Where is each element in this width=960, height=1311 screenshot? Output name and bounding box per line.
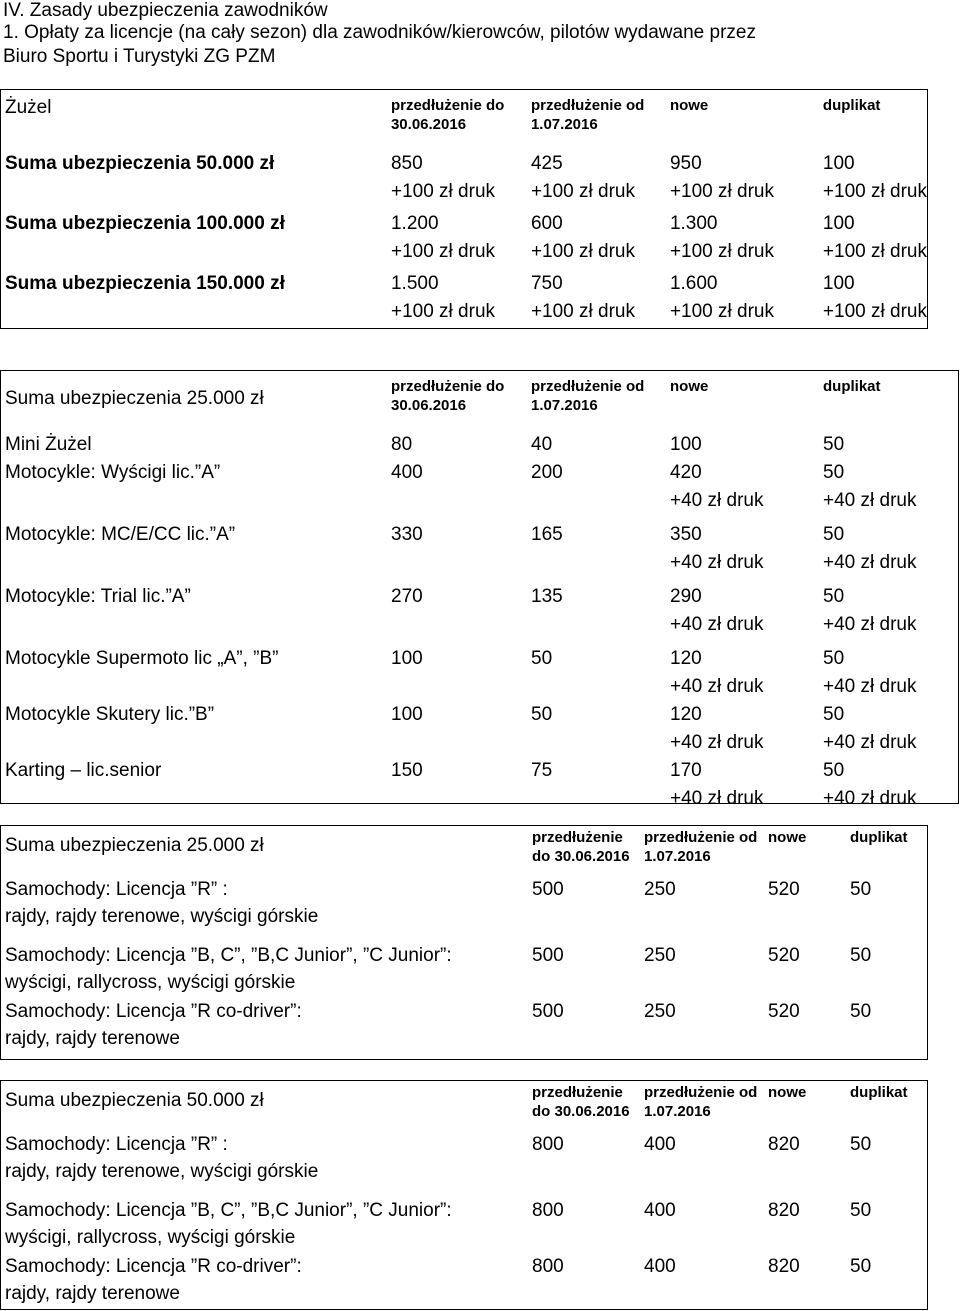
cell-duplicate-extra: +40 zł druk bbox=[823, 614, 917, 635]
cell-duplicate bbox=[819, 270, 927, 328]
cell-renewal-after-value: 165 bbox=[531, 524, 563, 545]
subtitle-line-1: 1. Opłaty za licencje (na cały sezon) dla zawodników/kierowców, pilotów wydawane przez bbox=[3, 22, 756, 43]
header-col-renewal-before: przedłużenie do 30.06.2016 bbox=[532, 1084, 630, 1120]
cell-renewal-after-value: 250 bbox=[644, 879, 676, 900]
cell-new-value: 120 bbox=[670, 648, 702, 669]
cell-new-value: 350 bbox=[670, 524, 702, 545]
cell-renewal-before-value: 800 bbox=[532, 1134, 564, 1155]
header-col-renewal-after: przedłużenie od 1.07.2016 bbox=[531, 378, 645, 414]
row-label-value: Motocykle Supermoto lic „A”, ”B” bbox=[5, 648, 279, 669]
cell-new bbox=[666, 270, 819, 328]
subtitle-line-2: Biuro Sportu i Turystyki ZG PZM bbox=[3, 46, 276, 67]
cell-renewal-before-value: 100 bbox=[391, 704, 423, 725]
cell-renewal-before-value: 500 bbox=[532, 879, 564, 900]
header-col-new: nowe bbox=[768, 1084, 807, 1101]
cell-renewal-after-value: 600 bbox=[530, 213, 563, 234]
cell-new-extra: +40 zł druk bbox=[670, 490, 764, 511]
row-label-extra: rajdy, rajdy terenowe bbox=[5, 1283, 180, 1304]
cell-new bbox=[666, 150, 819, 210]
cell-renewal-before-value: 500 bbox=[532, 1001, 564, 1022]
cell-renewal-after-value: 135 bbox=[531, 586, 563, 607]
cell-duplicate bbox=[819, 150, 927, 210]
table-header bbox=[1, 371, 958, 431]
table-row bbox=[1, 1131, 927, 1197]
cell-duplicate-extra: +40 zł druk bbox=[823, 732, 917, 753]
table-row bbox=[1, 150, 927, 210]
cell-renewal-after-value: 750 bbox=[530, 273, 563, 294]
row-label bbox=[1, 210, 387, 270]
cell-renewal-after-value: 40 bbox=[531, 434, 553, 455]
cell-new-extra: +100 zł druk bbox=[669, 301, 774, 322]
cell-renewal-before-value: 800 bbox=[532, 1256, 564, 1277]
cell-renewal-after bbox=[640, 998, 764, 1056]
table-motocykle bbox=[0, 370, 959, 809]
cell-duplicate-value: 50 bbox=[850, 1200, 872, 1221]
table-row bbox=[1, 942, 927, 998]
cell-duplicate bbox=[846, 942, 927, 998]
cell-renewal-after-value: 425 bbox=[530, 153, 563, 174]
row-label bbox=[1, 701, 387, 757]
cell-duplicate-extra: +100 zł druk bbox=[822, 241, 927, 262]
header-col-new: nowe bbox=[670, 378, 709, 395]
cell-new-value: 420 bbox=[670, 462, 702, 483]
cell-duplicate bbox=[819, 521, 958, 583]
row-label-value: Motocykle: MC/E/CC lic.”A” bbox=[5, 524, 236, 545]
row-label-value: Samochody: Licencja ”B, C”, ”B,C Junior”, ”C Junior”: bbox=[5, 945, 452, 966]
cell-duplicate-value: 50 bbox=[850, 1256, 872, 1277]
cell-new-extra: +40 zł druk bbox=[670, 614, 764, 635]
cell-new bbox=[764, 1131, 846, 1197]
cell-duplicate-extra: +100 zł druk bbox=[822, 301, 927, 322]
cell-new-value: 1.600 bbox=[669, 273, 718, 294]
row-label bbox=[1, 1253, 528, 1311]
cell-new-value: 170 bbox=[670, 760, 702, 781]
cell-duplicate-extra: +40 zł druk bbox=[823, 676, 917, 697]
cell-duplicate bbox=[846, 998, 927, 1056]
row-label-extra: rajdy, rajdy terenowe, wyścigi górskie bbox=[5, 1161, 319, 1182]
cell-duplicate-value: 50 bbox=[823, 462, 845, 483]
cell-duplicate-value: 50 bbox=[850, 1001, 872, 1022]
cell-renewal-after bbox=[640, 876, 764, 942]
cell-new bbox=[764, 1253, 846, 1311]
cell-renewal-before bbox=[387, 583, 527, 645]
row-label-value: Motocykle: Wyścigi lic.”A” bbox=[5, 462, 221, 483]
cell-new-value: 820 bbox=[768, 1200, 800, 1221]
row-label-extra: wyścigi, rallycross, wyścigi górskie bbox=[5, 972, 296, 993]
cell-renewal-before bbox=[387, 521, 527, 583]
cell-new bbox=[666, 583, 819, 645]
cell-new bbox=[666, 645, 819, 701]
cell-renewal-before-value: 270 bbox=[391, 586, 423, 607]
cell-renewal-after bbox=[640, 1131, 764, 1197]
cell-renewal-before-value: 800 bbox=[532, 1200, 564, 1221]
cell-renewal-after bbox=[640, 942, 764, 998]
row-label-value: Motocykle Skutery lic.”B” bbox=[5, 704, 215, 725]
cell-duplicate-value: 50 bbox=[850, 945, 872, 966]
cell-new-extra: +100 zł druk bbox=[669, 241, 774, 262]
cell-new bbox=[666, 701, 819, 757]
cell-new-extra: +40 zł druk bbox=[670, 732, 764, 753]
cell-renewal-before bbox=[387, 270, 527, 328]
header-label: Suma ubezpieczenia 25.000 zł bbox=[5, 388, 264, 409]
cell-renewal-after bbox=[527, 210, 666, 270]
cell-new bbox=[666, 757, 819, 819]
table-row bbox=[1, 270, 927, 328]
header-col-renewal-before: przedłużenie do 30.06.2016 bbox=[532, 829, 630, 865]
table-row bbox=[1, 1253, 927, 1311]
row-label bbox=[1, 150, 387, 210]
cell-renewal-before bbox=[387, 210, 527, 270]
table-row bbox=[1, 701, 958, 757]
cell-new-extra: +100 zł druk bbox=[669, 181, 774, 202]
cell-renewal-after bbox=[640, 1253, 764, 1311]
cell-renewal-after-value: 75 bbox=[531, 760, 553, 781]
cell-new-value: 520 bbox=[768, 1001, 800, 1022]
cell-new bbox=[764, 1197, 846, 1253]
table-row bbox=[1, 210, 927, 270]
cell-duplicate-value: 50 bbox=[823, 586, 845, 607]
cell-duplicate-value: 50 bbox=[850, 879, 872, 900]
cell-duplicate-value: 50 bbox=[823, 434, 845, 455]
cell-renewal-before bbox=[387, 645, 527, 701]
header-col-renewal-before: przedłużenie do 30.06.2016 bbox=[391, 378, 505, 414]
header-col-renewal-before: przedłużenie do 30.06.2016 bbox=[390, 97, 505, 133]
header-label: Żużel bbox=[5, 97, 52, 118]
cell-renewal-after-extra: +100 zł druk bbox=[530, 301, 635, 322]
cell-duplicate bbox=[819, 757, 958, 819]
cell-duplicate-value: 100 bbox=[822, 213, 855, 234]
cell-new bbox=[764, 942, 846, 998]
row-label-value: Samochody: Licencja ”R co-driver”: bbox=[5, 1001, 302, 1022]
header-label: Suma ubezpieczenia 25.000 zł bbox=[5, 835, 264, 856]
cell-renewal-after-value: 50 bbox=[531, 648, 553, 669]
cell-renewal-after-value: 400 bbox=[644, 1256, 676, 1277]
cell-duplicate-extra: +100 zł druk bbox=[822, 181, 927, 202]
table-row bbox=[1, 645, 958, 701]
cell-new-extra: +40 zł druk bbox=[670, 552, 764, 573]
header-col-renewal-after: przedłużenie od 1.07.2016 bbox=[644, 1084, 758, 1120]
cell-duplicate bbox=[846, 1131, 927, 1197]
table-samochody-25000 bbox=[0, 825, 928, 1060]
cell-renewal-before bbox=[387, 150, 527, 210]
cell-renewal-before-extra: +100 zł druk bbox=[390, 241, 496, 262]
table-row bbox=[1, 521, 958, 583]
cell-renewal-after-value: 50 bbox=[531, 704, 553, 725]
section-title: IV. Zasady ubezpieczenia zawodników bbox=[3, 0, 328, 21]
cell-new-value: 100 bbox=[670, 434, 702, 455]
cell-duplicate-value: 100 bbox=[822, 153, 855, 174]
cell-renewal-after bbox=[527, 459, 666, 521]
cell-duplicate-value: 50 bbox=[823, 760, 845, 781]
cell-renewal-after bbox=[527, 583, 666, 645]
cell-renewal-before-value: 330 bbox=[391, 524, 423, 545]
table-header bbox=[1, 826, 927, 876]
cell-renewal-after-extra: +100 zł druk bbox=[530, 241, 635, 262]
row-label bbox=[1, 942, 528, 998]
cell-duplicate bbox=[846, 1197, 927, 1253]
row-label-value: Motocykle: Trial lic.”A” bbox=[5, 586, 191, 607]
cell-new bbox=[764, 998, 846, 1056]
cell-new-value: 1.300 bbox=[669, 213, 718, 234]
row-label-extra: rajdy, rajdy terenowe bbox=[5, 1028, 180, 1049]
cell-duplicate-extra: +40 zł druk bbox=[823, 490, 917, 511]
cell-renewal-before bbox=[387, 459, 527, 521]
cell-duplicate bbox=[819, 583, 958, 645]
cell-renewal-after bbox=[640, 1197, 764, 1253]
cell-renewal-before-value: 400 bbox=[391, 462, 423, 483]
row-label-value: Samochody: Licencja ”R co-driver”: bbox=[5, 1256, 302, 1277]
row-label-value: Suma ubezpieczenia 100.000 zł bbox=[5, 213, 285, 234]
row-label bbox=[1, 521, 387, 583]
row-label bbox=[1, 1197, 528, 1253]
table-header bbox=[1, 90, 927, 150]
cell-duplicate-value: 50 bbox=[823, 524, 845, 545]
row-label bbox=[1, 998, 528, 1056]
cell-renewal-before bbox=[528, 998, 640, 1056]
cell-duplicate bbox=[819, 645, 958, 701]
row-label bbox=[1, 583, 387, 645]
cell-renewal-before-value: 1.500 bbox=[390, 273, 439, 294]
cell-new bbox=[666, 521, 819, 583]
cell-renewal-after bbox=[527, 701, 666, 757]
cell-new bbox=[666, 431, 819, 459]
cell-new bbox=[764, 876, 846, 942]
row-label-value: Mini Żużel bbox=[5, 434, 92, 455]
cell-renewal-before bbox=[528, 1253, 640, 1311]
cell-new-value: 520 bbox=[768, 879, 800, 900]
cell-duplicate-extra: +40 zł druk bbox=[823, 552, 917, 573]
row-label-value: Samochody: Licencja ”R” : bbox=[5, 1134, 228, 1155]
row-label bbox=[1, 645, 387, 701]
table-row bbox=[1, 431, 958, 459]
header-col-duplicate: duplikat bbox=[823, 378, 881, 395]
cell-duplicate bbox=[846, 1253, 927, 1311]
cell-duplicate bbox=[819, 431, 958, 459]
cell-renewal-before bbox=[528, 942, 640, 998]
header-col-renewal-after: przedłużenie od 1.07.2016 bbox=[530, 97, 645, 133]
cell-duplicate bbox=[846, 876, 927, 942]
cell-renewal-before-value: 850 bbox=[390, 153, 423, 174]
row-label-value: Suma ubezpieczenia 150.000 zł bbox=[5, 273, 285, 294]
table-samochody-50000 bbox=[0, 1080, 928, 1310]
header-col-duplicate: duplikat bbox=[850, 1084, 908, 1101]
cell-renewal-after-value: 200 bbox=[531, 462, 563, 483]
header-col-new: nowe bbox=[669, 97, 709, 114]
cell-duplicate-value: 100 bbox=[822, 273, 855, 294]
cell-renewal-before bbox=[387, 431, 527, 459]
table-header bbox=[1, 1081, 927, 1131]
cell-new-value: 950 bbox=[669, 153, 702, 174]
cell-renewal-before bbox=[528, 1131, 640, 1197]
row-label-value: Samochody: Licencja ”B, C”, ”B,C Junior”, ”C Junior”: bbox=[5, 1200, 452, 1221]
row-label-value: Karting – lic.senior bbox=[5, 760, 162, 781]
table-row bbox=[1, 583, 958, 645]
row-label bbox=[1, 431, 387, 459]
cell-renewal-after-value: 250 bbox=[644, 1001, 676, 1022]
cell-renewal-after bbox=[527, 431, 666, 459]
row-label bbox=[1, 876, 528, 942]
row-label-extra: rajdy, rajdy terenowe, wyścigi górskie bbox=[5, 906, 319, 927]
cell-renewal-before bbox=[528, 876, 640, 942]
cell-renewal-before bbox=[387, 701, 527, 757]
cell-renewal-after bbox=[527, 645, 666, 701]
cell-new-value: 120 bbox=[670, 704, 702, 725]
header-label: Suma ubezpieczenia 50.000 zł bbox=[5, 1090, 264, 1111]
cell-renewal-before-value: 1.200 bbox=[390, 213, 439, 234]
cell-new-value: 820 bbox=[768, 1256, 800, 1277]
cell-new-value: 520 bbox=[768, 945, 800, 966]
table-zuzel bbox=[0, 89, 928, 329]
cell-new-extra: +40 zł druk bbox=[670, 676, 764, 697]
cell-renewal-after bbox=[527, 521, 666, 583]
cell-duplicate bbox=[819, 459, 958, 521]
table-row bbox=[1, 1197, 927, 1253]
header-col-duplicate: duplikat bbox=[850, 829, 908, 846]
table-row bbox=[1, 757, 958, 819]
cell-duplicate bbox=[819, 210, 927, 270]
cell-renewal-after bbox=[527, 270, 666, 328]
header-col-new: nowe bbox=[768, 829, 807, 846]
cell-new bbox=[666, 210, 819, 270]
cell-renewal-after-value: 400 bbox=[644, 1200, 676, 1221]
header-col-renewal-after: przedłużenie od 1.07.2016 bbox=[644, 829, 758, 865]
cell-renewal-before bbox=[387, 757, 527, 819]
cell-renewal-after-value: 400 bbox=[644, 1134, 676, 1155]
row-label bbox=[1, 459, 387, 521]
row-label-extra: wyścigi, rallycross, wyścigi górskie bbox=[5, 1227, 296, 1248]
cell-renewal-after bbox=[527, 757, 666, 819]
cell-new-value: 290 bbox=[670, 586, 702, 607]
row-label bbox=[1, 1131, 528, 1197]
header-col-duplicate: duplikat bbox=[822, 97, 881, 114]
row-label bbox=[1, 270, 387, 328]
table-row bbox=[1, 998, 927, 1056]
cell-duplicate-extra: +40 zł druk bbox=[823, 788, 917, 809]
cell-renewal-before-value: 150 bbox=[391, 760, 423, 781]
cell-duplicate-value: 50 bbox=[823, 648, 845, 669]
row-label bbox=[1, 757, 387, 819]
cell-renewal-before bbox=[528, 1197, 640, 1253]
cell-duplicate-value: 50 bbox=[823, 704, 845, 725]
cell-renewal-after bbox=[527, 150, 666, 210]
table-row bbox=[1, 459, 958, 521]
cell-renewal-before-value: 80 bbox=[391, 434, 413, 455]
row-label-value: Samochody: Licencja ”R” : bbox=[5, 879, 228, 900]
cell-new bbox=[666, 459, 819, 521]
table-row bbox=[1, 876, 927, 942]
cell-renewal-before-extra: +100 zł druk bbox=[390, 301, 496, 322]
cell-duplicate bbox=[819, 701, 958, 757]
cell-renewal-before-extra: +100 zł druk bbox=[390, 181, 496, 202]
cell-new-extra: +40 zł druk bbox=[670, 788, 764, 809]
row-label-value: Suma ubezpieczenia 50.000 zł bbox=[5, 153, 275, 174]
cell-renewal-after-value: 250 bbox=[644, 945, 676, 966]
cell-renewal-after-extra: +100 zł druk bbox=[530, 181, 635, 202]
cell-new-value: 820 bbox=[768, 1134, 800, 1155]
cell-duplicate-value: 50 bbox=[850, 1134, 872, 1155]
cell-renewal-before-value: 100 bbox=[391, 648, 423, 669]
cell-renewal-before-value: 500 bbox=[532, 945, 564, 966]
